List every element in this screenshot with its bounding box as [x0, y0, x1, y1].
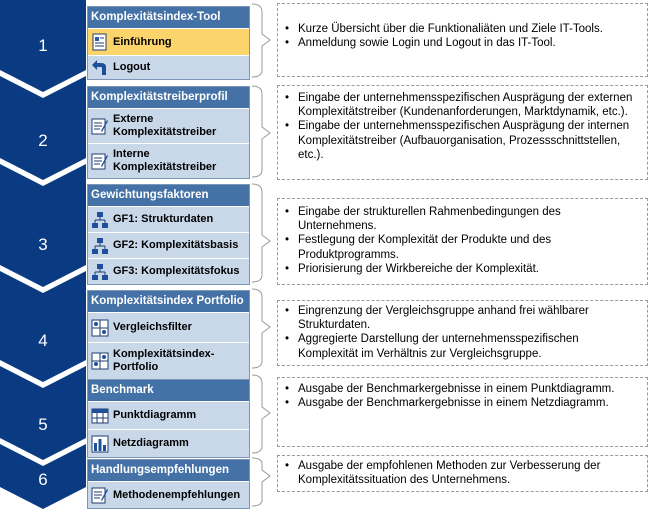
- description-item: • Priorisierung der Wirkbereiche der Komplexität.: [284, 262, 641, 276]
- menu-header: Komplexitätsindex Portfolio: [88, 291, 249, 312]
- menu-item-label: GF2: Komplexitätsbasis: [113, 239, 239, 251]
- menu-item-label: Interne Komplexitätstreiber: [113, 148, 217, 173]
- menu-item-interne-komplexitaetstreiber[interactable]: [88, 143, 249, 178]
- menu-item-label: Punktdiagramm: [113, 409, 197, 421]
- step-chevron-4: [0, 271, 86, 382]
- form-edit-icon: [90, 485, 110, 505]
- menu-item-komplexitaetsindex-portfolio[interactable]: [88, 342, 249, 379]
- step-number-4: 4: [38, 331, 48, 350]
- menu-item-label: Methodenempfehlungen: [113, 488, 241, 501]
- hierarchy-icon: [90, 236, 110, 256]
- menu-item-gf3-komplexitaetsfokus[interactable]: [88, 258, 249, 284]
- bracket-1: [252, 4, 270, 77]
- menu-item-gf1-strukturdaten[interactable]: [88, 206, 249, 232]
- bracket-5: [252, 375, 270, 453]
- hierarchy-icon: [90, 210, 110, 230]
- description-list: [284, 205, 641, 276]
- menu-item-label: GF3: Komplexitätsfokus: [113, 265, 240, 277]
- menu-item-label: Einführung: [113, 35, 172, 48]
- menu-header: Benchmark: [88, 380, 249, 401]
- menu-handlungsempfehlungen: [87, 459, 250, 509]
- description-item: • Ausgabe der empfohlenen Methoden zur Verbesserung der Komplexitätssituation des Unternehmens.: [284, 459, 641, 487]
- menu-item-netzdiagramm[interactable]: [88, 429, 249, 457]
- description-item: • Eingabe der unternehmensspezifischen Ausprägung der internen Komplexitätstreiber (Aufbauorganisation, Prozessschnittstellen, etc.).: [284, 119, 641, 162]
- step-number-1: 1: [38, 36, 48, 55]
- portfolio-grid-icon: [90, 351, 110, 371]
- menu-item-label: Logout: [113, 61, 151, 73]
- bracket-4: [252, 289, 270, 368]
- description-list: [284, 459, 641, 487]
- menu-item-punktdiagramm[interactable]: [88, 401, 249, 429]
- menu-item-gf2-komplexitaetsbasis[interactable]: [88, 232, 249, 258]
- menu-item-externe-komplexitaetstreiber[interactable]: [88, 108, 249, 143]
- description-panel-6: [277, 455, 648, 492]
- form-edit-icon: [90, 116, 110, 136]
- menu-item-label: Externe Komplexitätstreiber: [113, 113, 217, 138]
- description-list: [284, 91, 641, 162]
- menu-item-einfuehrung[interactable]: [88, 28, 249, 55]
- bar-chart-icon: [90, 434, 110, 454]
- logout-arrow-icon: [90, 58, 110, 78]
- description-panel-5: [277, 377, 648, 447]
- menu-item-label: Netzdiagramm: [113, 437, 189, 449]
- menu-item-label: GF1: Strukturdaten: [113, 213, 214, 225]
- menu-komplexitaetsindex-portfolio: [87, 290, 250, 380]
- description-item: • Ausgabe der Benchmarkergebnisse in einem Punktdiagramm.: [284, 382, 641, 396]
- menu-item-logout[interactable]: [88, 55, 249, 79]
- menu-item-methodenempfehlungen[interactable]: [88, 481, 249, 508]
- description-item: • Anmeldung sowie Login und Logout in das IT-Tool.: [284, 36, 641, 50]
- description-item: • Eingabe der strukturellen Rahmenbedingungen des Unternehmens.: [284, 205, 641, 233]
- description-list: [284, 382, 641, 410]
- description-item: • Ausgabe der Benchmarkergebnisse in einem Netzdiagramm.: [284, 396, 641, 410]
- menu-item-vergleichsfilter[interactable]: [88, 312, 249, 342]
- description-item: • Kurze Übersicht über die Funktionaliäten und Ziele IT-Tools.: [284, 22, 641, 36]
- menu-header: Handlungsempfehlungen: [88, 460, 249, 481]
- menu-header: Komplexitätsindex-Tool: [88, 7, 249, 28]
- description-panel-1: [277, 3, 648, 77]
- hierarchy-icon: [90, 262, 110, 282]
- description-item: • Aggregierte Darstellung der unternehmensspezifischen Komplexität im Verhältnis zur Vergleichsgruppe.: [284, 332, 641, 360]
- description-panel-2: [277, 85, 648, 180]
- description-item: • Festlegung der Komplexität der Produkte und des Produktprogramms.: [284, 233, 641, 261]
- menu-gewichtungsfaktoren: [87, 184, 250, 285]
- menu-komplexitaetstreiberprofil: [87, 86, 250, 179]
- menu-header: Gewichtungsfaktoren: [88, 185, 249, 206]
- description-item: • Eingrenzung der Vergleichsgruppe anhand frei wählbarer Strukturdaten.: [284, 304, 641, 332]
- filter-grid-icon: [90, 318, 110, 338]
- menu-item-label: Komplexitätsindex- Portfolio: [113, 348, 215, 373]
- table-icon: [90, 406, 110, 426]
- step-number-3: 3: [38, 235, 48, 254]
- step-number-6: 6: [38, 470, 48, 489]
- description-list: [284, 304, 641, 361]
- bracket-2: [252, 86, 270, 177]
- description-list: [284, 22, 641, 50]
- description-panel-4: [277, 300, 648, 366]
- step-number-5: 5: [38, 415, 48, 434]
- step-chevron-3: [0, 164, 86, 287]
- menu-komplexitaetsindex-tool: [87, 6, 250, 80]
- menu-item-label: Vergleichsfilter: [113, 321, 192, 333]
- bracket-3: [252, 184, 270, 282]
- form-edit-icon: [90, 151, 110, 171]
- description-panel-3: [277, 198, 648, 285]
- menu-header: Komplexitätstreiberprofil: [88, 87, 249, 108]
- document-icon: [90, 32, 110, 52]
- step-number-2: 2: [38, 131, 48, 150]
- menu-benchmark: [87, 379, 250, 458]
- bracket-6: [252, 458, 270, 506]
- description-item: • Eingabe der unternehmensspezifischen Ausprägung der externen Komplexitätstreiber (Kundenanforderungen, Marktdynamik, etc.).: [284, 91, 641, 119]
